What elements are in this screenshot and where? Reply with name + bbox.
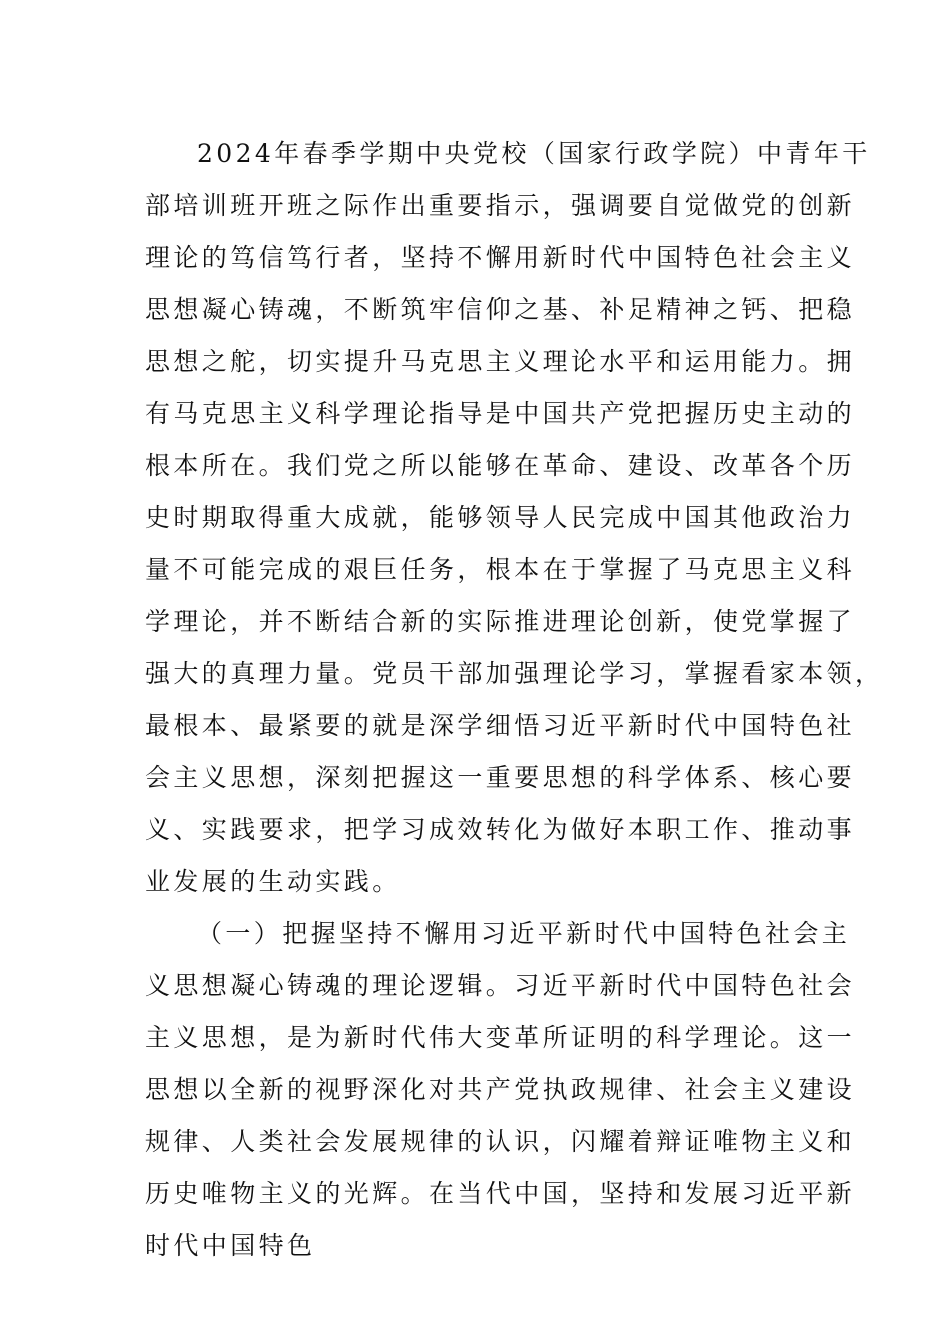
paragraph-line: 主义思想，是为新时代伟大变革所证明的科学理论。这一 xyxy=(145,1023,856,1052)
paragraph-line: 最根本、最紧要的就是深学细悟习近平新时代中国特色社 xyxy=(145,711,856,740)
paragraph-line: 根本所在。我们党之所以能够在革命、建设、改革各个历 xyxy=(145,451,856,480)
paragraph-line: 时代中国特色 xyxy=(145,1231,316,1260)
paragraph-line: 2024年春季学期中央党校（国家行政学院）中青年干 xyxy=(197,139,871,168)
paragraph-line: 会主义思想，深刻把握这一重要思想的科学体系、核心要 xyxy=(145,763,856,792)
paragraph-line: 量不可能完成的艰巨任务，根本在于掌握了马克思主义科 xyxy=(145,555,856,584)
paragraph-line: 历史唯物主义的光辉。在当代中国，坚持和发展习近平新 xyxy=(145,1179,856,1208)
paragraph-line: 规律、人类社会发展规律的认识，闪耀着辩证唯物主义和 xyxy=(145,1127,856,1156)
paragraph-line: 义思想凝心铸魂的理论逻辑。习近平新时代中国特色社会 xyxy=(145,971,856,1000)
paragraph-line: 义、实践要求，把学习成效转化为做好本职工作、推动事 xyxy=(145,815,856,844)
paragraph-intro xyxy=(145,128,884,908)
paragraph-line: 思想凝心铸魂，不断筑牢信仰之基、补足精神之钙、把稳 xyxy=(145,295,856,324)
paragraph-line: 思想之舵，切实提升马克思主义理论水平和运用能力。拥 xyxy=(145,347,856,376)
paragraph-line: 思想以全新的视野深化对共产党执政规律、社会主义建设 xyxy=(145,1075,856,1104)
paragraph-line: 学理论，并不断结合新的实际推进理论创新，使党掌握了 xyxy=(145,607,856,636)
section-heading-line: （一）把握坚持不懈用习近平新时代中国特色社会主 xyxy=(197,919,851,948)
paragraph-line: 理论的笃信笃行者，坚持不懈用新时代中国特色社会主义 xyxy=(145,243,856,272)
paragraph-line: 有马克思主义科学理论指导是中国共产党把握历史主动的 xyxy=(145,399,856,428)
paragraph-section-1 xyxy=(145,908,856,1272)
paragraph-line: 部培训班开班之际作出重要指示，强调要自觉做党的创新 xyxy=(145,191,856,220)
paragraph-line: 强大的真理力量。党员干部加强理论学习，掌握看家本领， xyxy=(145,659,884,688)
paragraph-line: 史时期取得重大成就，能够领导人民完成中国其他政治力 xyxy=(145,503,856,532)
paragraph-line: 业发展的生动实践。 xyxy=(145,867,401,896)
document-body xyxy=(145,128,884,1272)
